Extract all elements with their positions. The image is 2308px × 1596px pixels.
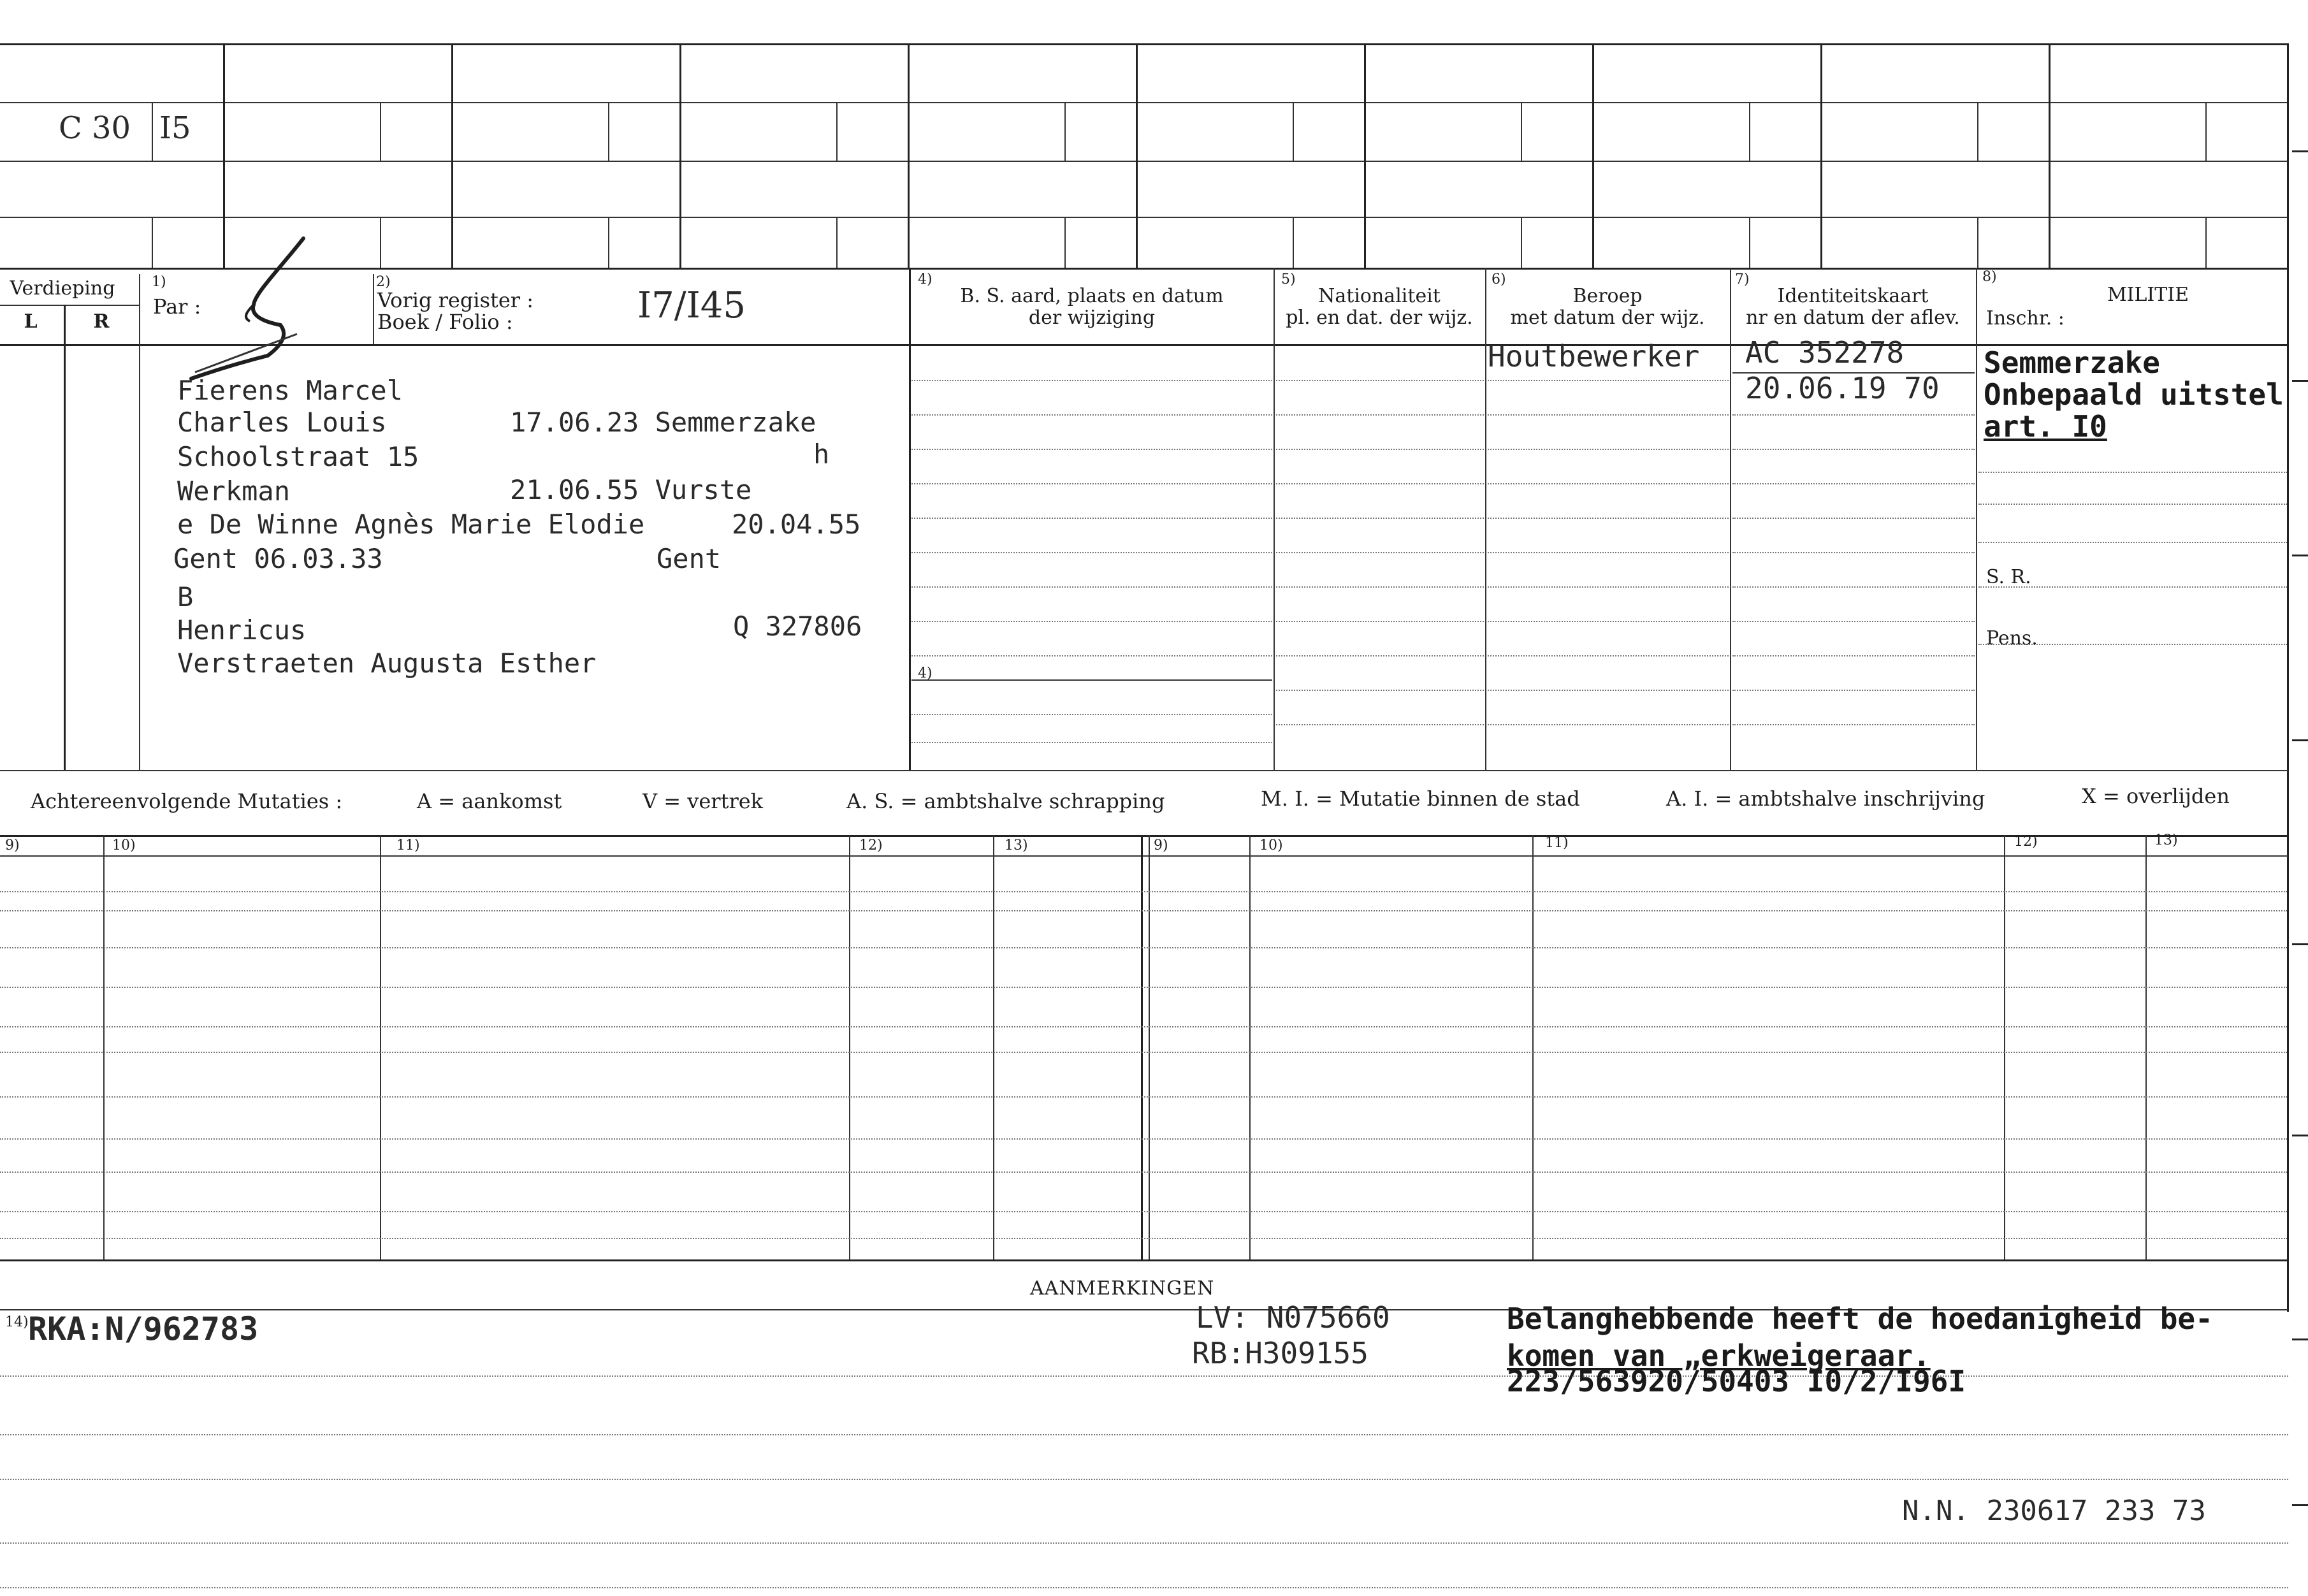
boek-folio-label: Boek / Folio : bbox=[377, 310, 513, 334]
person-birth: 17.06.23 Semmerzake bbox=[510, 407, 817, 438]
person-id-number: Q 327806 bbox=[733, 611, 862, 642]
mut-col-12a: 12) bbox=[859, 838, 883, 853]
mut-col-9a: 9) bbox=[5, 838, 20, 853]
identity-number: AC 352278 bbox=[1745, 335, 1905, 370]
person-father: Henricus bbox=[177, 614, 307, 646]
mut-col-9b: 9) bbox=[1154, 838, 1168, 853]
identity-date: 20.06.19 70 bbox=[1745, 371, 1940, 405]
register-value: I7/I45 bbox=[637, 285, 746, 326]
militie-article: art. I0 bbox=[1984, 409, 2107, 444]
mutaties-a: A = aankomst bbox=[417, 789, 562, 813]
col5-header-2: pl. en dat. der wijz. bbox=[1286, 307, 1473, 329]
col6-header-2: met datum der wijz. bbox=[1510, 307, 1705, 329]
person-spouse: e De Winne Agnès Marie Elodie bbox=[177, 509, 645, 540]
mut-col-10a: 10) bbox=[112, 838, 136, 853]
person-spouse-birth: Gent 06.03.33 bbox=[173, 543, 383, 574]
mut-col-13b: 13) bbox=[2154, 832, 2178, 848]
l-header: L bbox=[24, 310, 38, 333]
militie-header: MILITIE bbox=[2107, 284, 2189, 306]
col4-header-1: B. S. aard, plaats en datum bbox=[960, 285, 1224, 307]
sr-label: S. R. bbox=[1986, 566, 2031, 588]
person-b-mark: B bbox=[177, 581, 194, 613]
person-occupation-date: 21.06.55 Vurste bbox=[510, 474, 752, 505]
person-address: Schoolstraat 15 bbox=[177, 441, 419, 472]
mutaties-ai: A. I. = ambtshalve inschrijving bbox=[1666, 787, 1985, 811]
mut-col-13a: 13) bbox=[1005, 838, 1028, 853]
mut-col-12b: 12) bbox=[2014, 834, 2038, 850]
pens-label: Pens. bbox=[1986, 627, 2038, 649]
mutaties-mi: M. I. = Mutatie binnen de stad bbox=[1261, 787, 1580, 811]
col8-number: 8) bbox=[1982, 269, 1997, 285]
card-code: C 30 bbox=[59, 110, 131, 146]
note-line-2: komen van „erkweigeraar. bbox=[1507, 1338, 1931, 1373]
par-label: Par : bbox=[153, 294, 201, 319]
rb-number: RB:H309155 bbox=[1192, 1336, 1368, 1370]
vorig-register-label: Vorig register : bbox=[377, 288, 534, 312]
person-given-names: Charles Louis bbox=[177, 407, 387, 438]
note-line-3: 223/563920/50403 I0/2/I96I bbox=[1507, 1364, 1966, 1398]
person-mother: Verstraeten Augusta Esther bbox=[177, 648, 597, 679]
mutaties-v: V = vertrek bbox=[642, 789, 764, 813]
col5-number: 5) bbox=[1281, 272, 1296, 287]
r-header: R bbox=[93, 310, 110, 333]
militie-status: Onbepaald uitstel bbox=[1984, 377, 2284, 412]
mut-col-10b: 10) bbox=[1259, 838, 1283, 853]
mutaties-x: X = overlijden bbox=[2082, 784, 2230, 808]
aanmerkingen-title: AANMERKINGEN bbox=[1030, 1277, 1215, 1300]
person-spouse-date: 20.04.55 bbox=[732, 509, 861, 540]
col7-header-2: nr en datum der aflev. bbox=[1746, 307, 1960, 329]
col6-header-1: Beroep bbox=[1572, 285, 1643, 307]
aanmerkingen-number: 14) bbox=[5, 1314, 29, 1330]
lv-number: LV: N075660 bbox=[1196, 1300, 1390, 1335]
beroep-value: Houtbewerker bbox=[1488, 339, 1700, 374]
col2-number: 2) bbox=[376, 274, 391, 290]
col1-number: 1) bbox=[152, 274, 166, 290]
mutaties-as: A. S. = ambtshalve schrapping bbox=[846, 789, 1165, 813]
person-spouse-place: Gent bbox=[657, 543, 722, 574]
card-number: I5 bbox=[159, 110, 191, 146]
col4-number: 4) bbox=[918, 272, 933, 287]
mut-col-11a: 11) bbox=[396, 838, 420, 853]
col6-number: 6) bbox=[1491, 272, 1506, 287]
nn-number: N.N. 230617 233 73 bbox=[1902, 1495, 2206, 1527]
col4-sub-number: 4) bbox=[918, 665, 933, 681]
note-line-1: Belanghebbende heeft de hoedanigheid be- bbox=[1507, 1302, 2213, 1336]
col7-number: 7) bbox=[1735, 272, 1750, 287]
verdieping-header: Verdieping bbox=[10, 277, 115, 300]
person-occupation: Werkman bbox=[177, 475, 291, 507]
col7-header-1: Identiteitskaart bbox=[1777, 285, 1929, 307]
militie-place: Semmerzake bbox=[1984, 345, 2160, 380]
col5-header-1: Nationaliteit bbox=[1318, 285, 1441, 307]
mutaties-label: Achtereenvolgende Mutaties : bbox=[31, 789, 343, 813]
col4-header-2: der wijziging bbox=[1028, 307, 1156, 329]
person-h-mark: h bbox=[813, 439, 830, 470]
person-name: Fierens Marcel bbox=[177, 375, 403, 406]
connector-line bbox=[191, 331, 300, 376]
rka-number: RKA:N/962783 bbox=[28, 1310, 259, 1347]
mut-col-11b: 11) bbox=[1545, 835, 1569, 851]
inschr-label: Inschr. : bbox=[1986, 307, 2065, 330]
